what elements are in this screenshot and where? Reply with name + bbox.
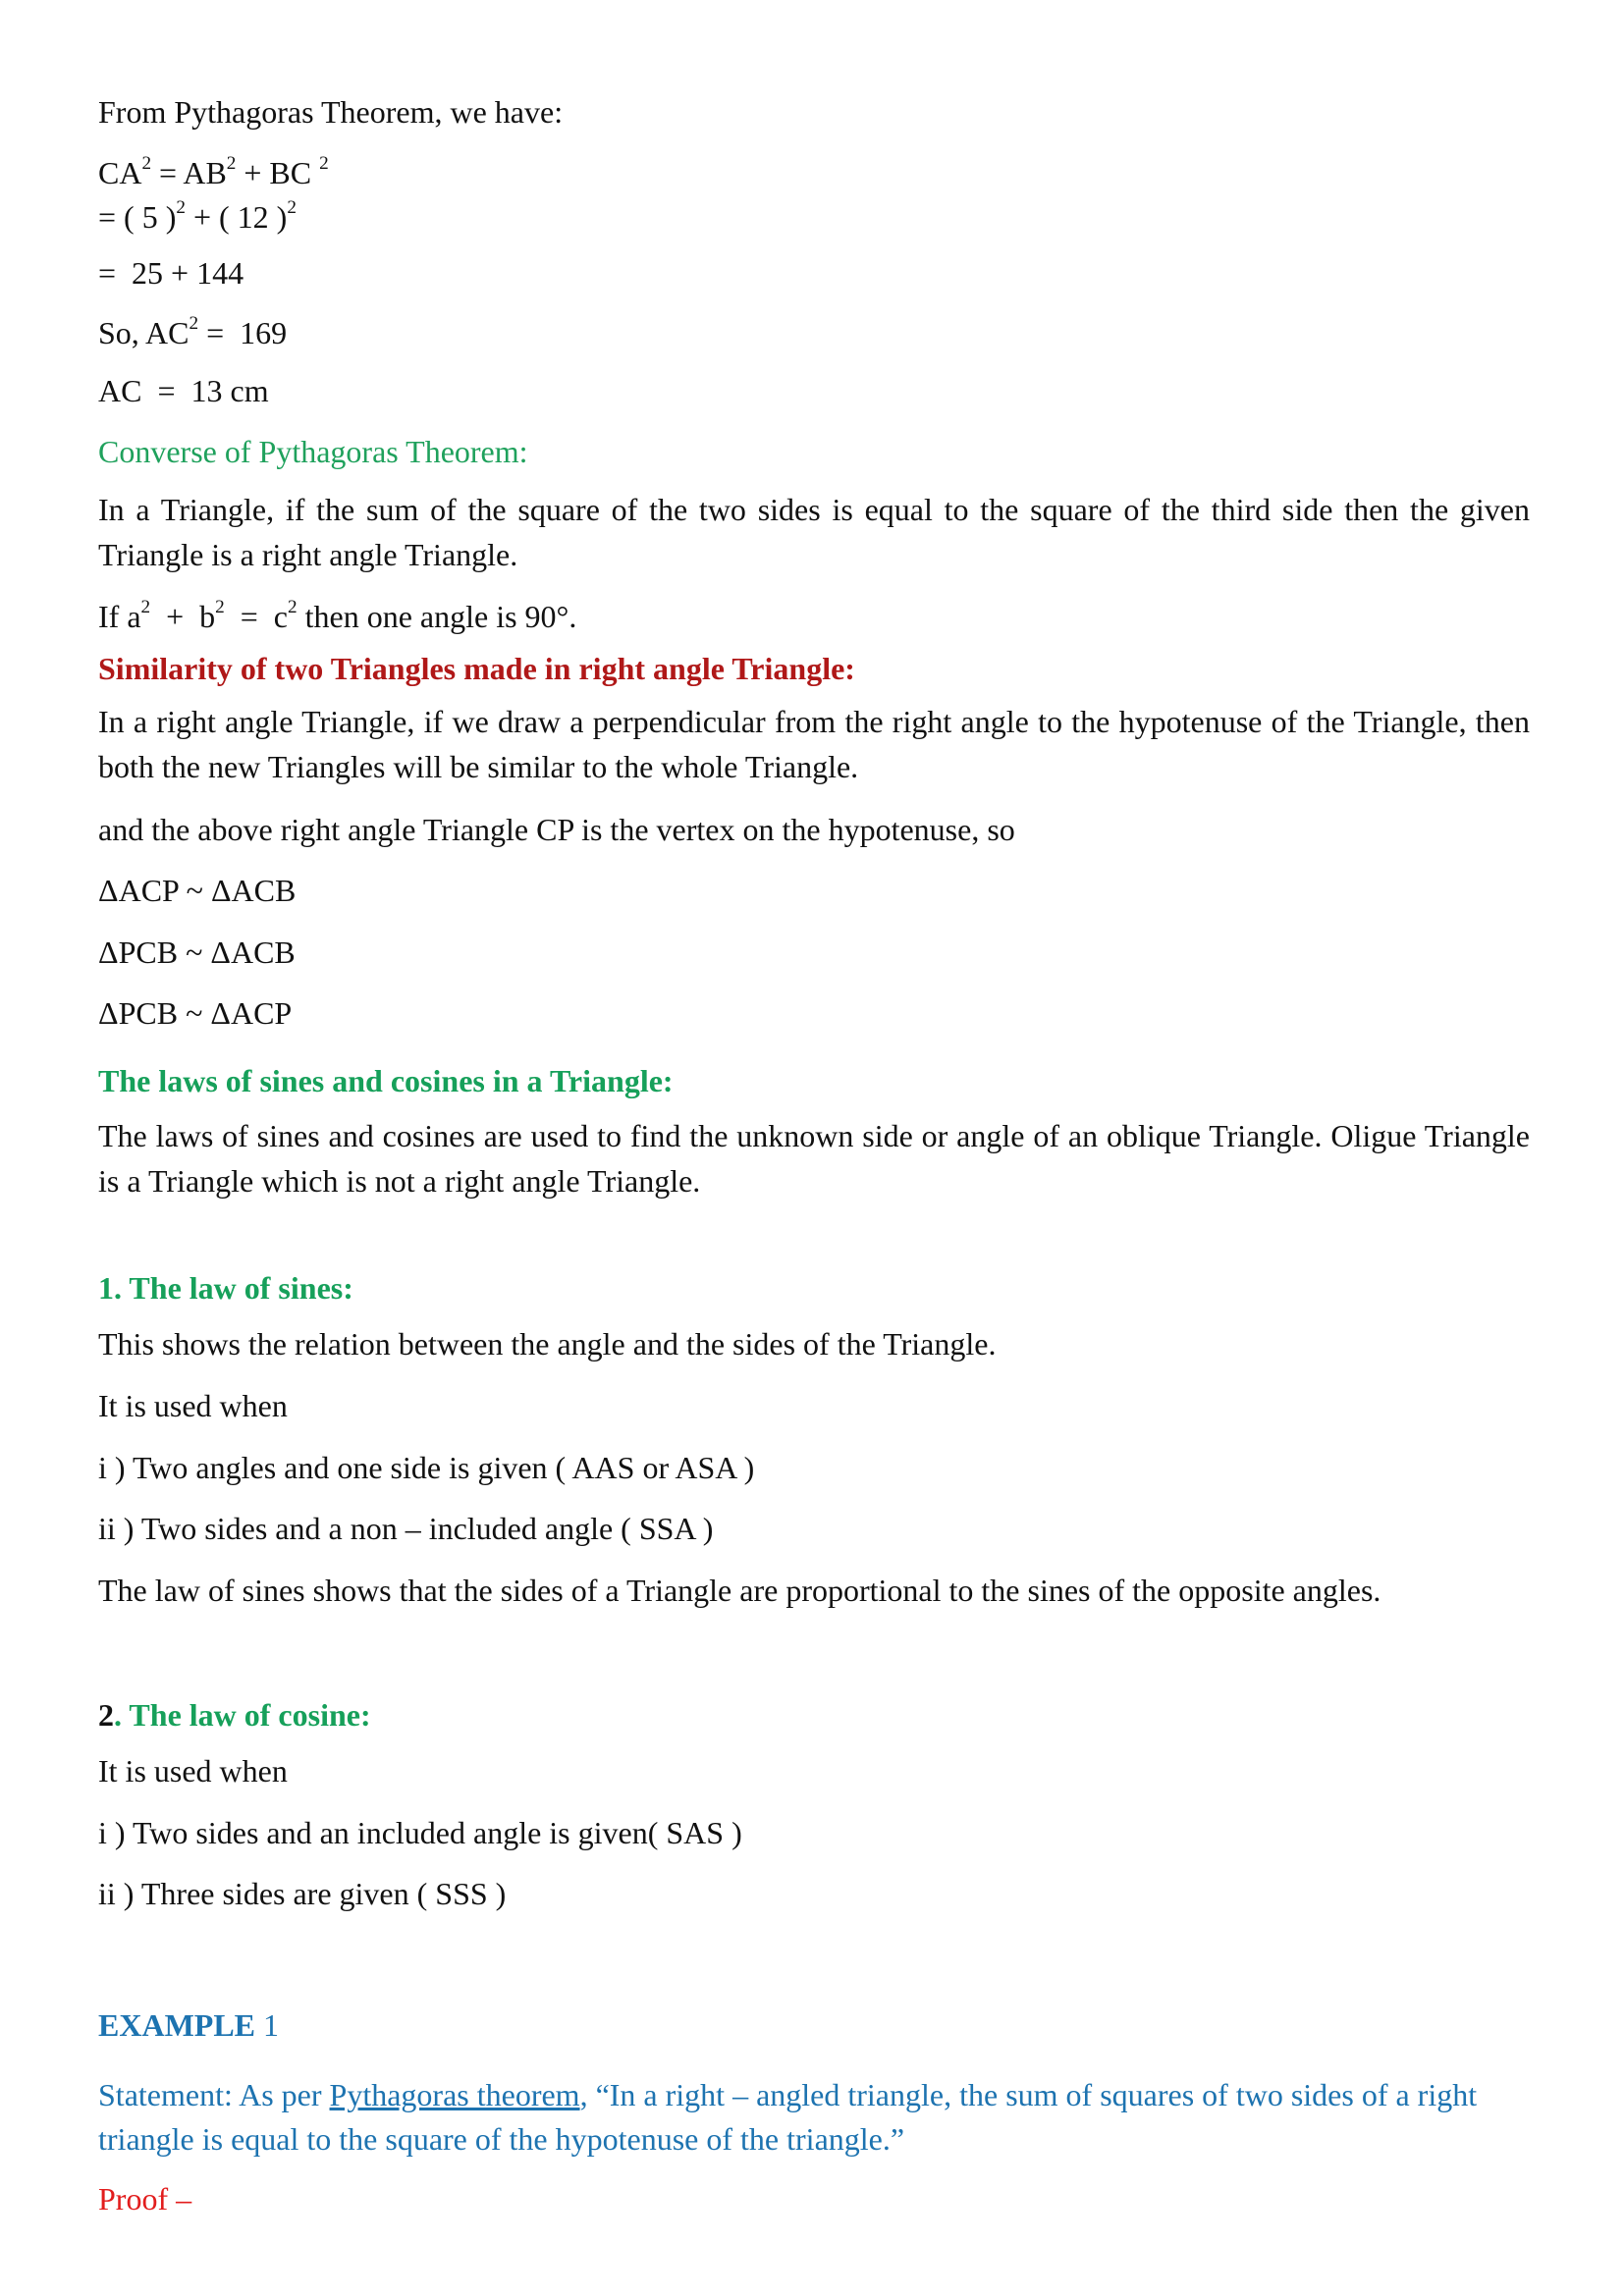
- cosine-heading: [98, 1693, 371, 1736]
- calc-line-2: [98, 195, 297, 239]
- five-exponent: 2: [176, 197, 186, 219]
- cosine-line-1: It is used when: [98, 1753, 288, 1789]
- sines-line-3: The law of sines shows that the sides of a Triangle are proportional to the sines of the opposite angles.: [98, 1573, 1381, 1608]
- cosine-title: . The law of cosine:: [114, 1697, 371, 1733]
- formula-tail: then one angle is 90°.: [297, 599, 577, 634]
- ac-exponent: 2: [189, 313, 199, 335]
- example-label: EXAMPLE: [98, 2007, 255, 2043]
- proof-label: Proof –: [98, 2181, 192, 2216]
- term-twelve: ( 12 ): [219, 199, 288, 235]
- cosine-case-i: i ) Two sides and an included angle is given( SAS ): [98, 1815, 742, 1850]
- ca-exponent: 2: [141, 153, 152, 175]
- plus-sign: +: [192, 199, 211, 235]
- laws-heading: The laws of sines and cosines in a Triangle:: [98, 1063, 674, 1098]
- equals-sign: =: [98, 199, 117, 235]
- formula-b: + b: [166, 599, 216, 634]
- cosine-case-ii: ii ) Three sides are given ( SSS ): [98, 1876, 507, 1911]
- b-exponent: 2: [215, 597, 225, 618]
- calc-line-1: [98, 151, 329, 194]
- bc-term: BC: [269, 155, 312, 190]
- statement-prefix: Statement: As per: [98, 2077, 330, 2112]
- converse-formula: [98, 595, 576, 638]
- calc-line-4: [98, 311, 287, 354]
- c-exponent: 2: [288, 597, 298, 618]
- converse-text: In a Triangle, if the sum of the square of the two sides is equal to the square of the third side then the given Triangle is a right angle Triangle.: [98, 492, 1530, 572]
- pythagoras-theorem-link[interactable]: Pythagoras theorem: [329, 2077, 580, 2112]
- a-exponent: 2: [140, 597, 151, 618]
- sines-case-ii: ii ) Two sides and a non – included angle ( SSA ): [98, 1511, 714, 1546]
- sines-case-i: i ) Two angles and one side is given ( AAS or ASA ): [98, 1450, 755, 1485]
- formula-a: If a: [98, 599, 141, 634]
- similarity-text: In a right angle Triangle, if we draw a perpendicular from the right angle to the hypotenuse of the Triangle, then both the new Triangles will be similar to the whole Triangle.: [98, 704, 1530, 784]
- twelve-exponent: 2: [287, 197, 297, 219]
- ab-term: AB: [183, 155, 227, 190]
- converse-heading: Converse of Pythagoras Theorem:: [98, 434, 528, 469]
- plus-sign: +: [244, 155, 262, 190]
- sines-heading: 1. The law of sines:: [98, 1270, 353, 1306]
- statement-body: , “In a right – angled triangle, the sum of squares of two sides of a right triangle is equal to the square of the hypotenuse of the triangle.”: [98, 2077, 1478, 2157]
- similarity-item: ΔPCB ~ ΔACP: [98, 995, 293, 1031]
- similarity-line: and the above right angle Triangle CP is the vertex on the hypotenuse, so: [98, 812, 1015, 847]
- similarity-item: ΔPCB ~ ΔACB: [98, 934, 296, 970]
- ac-squared-value: = 169: [198, 315, 288, 350]
- calc-intro: From Pythagoras Theorem, we have:: [98, 94, 564, 130]
- sines-line-1: This shows the relation between the angle and the sides of the Triangle.: [98, 1326, 997, 1362]
- sines-line-2: It is used when: [98, 1388, 288, 1423]
- ac-label: So, AC: [98, 315, 189, 350]
- ab-exponent: 2: [226, 153, 237, 175]
- bc-exponent: 2: [319, 153, 329, 175]
- term-five: ( 5 ): [124, 199, 177, 235]
- cosine-number: 2: [98, 1697, 114, 1733]
- similarity-heading: Similarity of two Triangles made in right angle Triangle:: [98, 651, 855, 686]
- example-number: 1: [255, 2007, 279, 2043]
- formula-c: = c: [240, 599, 288, 634]
- example-heading: [98, 2003, 279, 2047]
- calc-line-3: = 25 + 144: [98, 255, 244, 291]
- laws-text: The laws of sines and cosines are used to find the unknown side or angle of an oblique Triangle. Oligue Triangle is a Triangle which is not a right angle Triangle.: [98, 1118, 1530, 1199]
- equals-sign: =: [159, 155, 178, 190]
- example-statement: [98, 2073, 1530, 2162]
- similarity-item: ΔACP ~ ΔACB: [98, 873, 297, 908]
- calc-line-5: AC = 13 cm: [98, 373, 269, 408]
- ca-term: CA: [98, 155, 142, 190]
